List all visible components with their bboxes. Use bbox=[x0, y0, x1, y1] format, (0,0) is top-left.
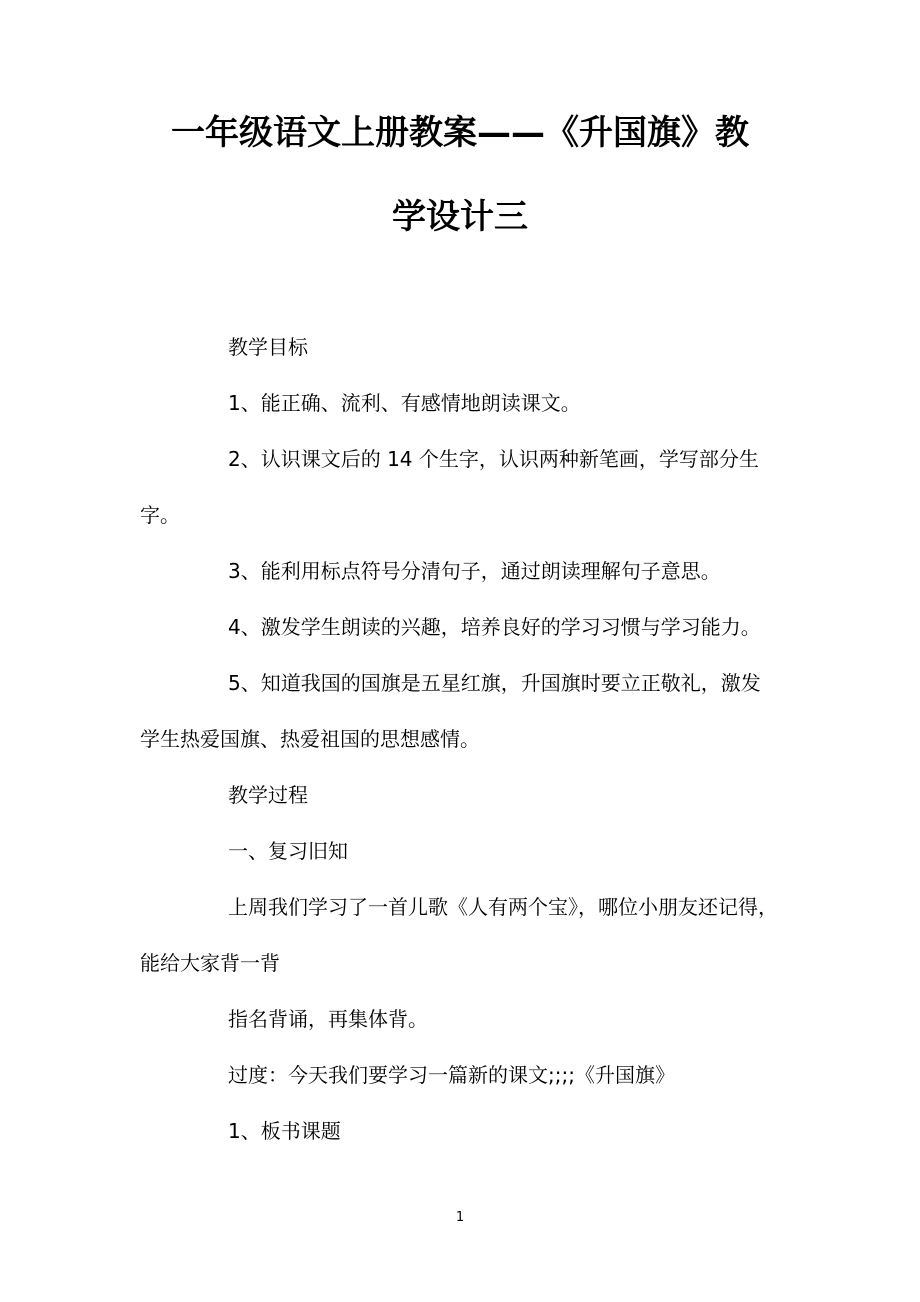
process-paragraph-recite: 指名背诵，再集体背。 bbox=[228, 1007, 428, 1031]
document-title-line-1: 一年级语文上册教案——《升国旗》教 bbox=[171, 113, 749, 153]
process-paragraph-transition: 过度：今天我们要学习一篇新的课文;;;;《升国旗》 bbox=[228, 1063, 675, 1087]
section-heading-objectives: 教学目标 bbox=[228, 335, 308, 359]
objective-item-2: 2、认识课文后的 14 个生字，认识两种新笔画，学写部分生字。 bbox=[140, 447, 759, 527]
process-paragraph-recall: 上周我们学习了一首儿歌《人有两个宝》，哪位小朋友还记得，能给大家背一背 bbox=[140, 895, 778, 975]
section-heading-process: 教学过程 bbox=[228, 783, 308, 807]
objective-item-1: 1、能正确、流利、有感情地朗读课文。 bbox=[228, 391, 581, 415]
page-number: 1 bbox=[455, 1210, 465, 1225]
process-step-review: 一、复习旧知 bbox=[228, 839, 348, 863]
objective-item-4: 4、激发学生朗读的兴趣，培养良好的学习习惯与学习能力。 bbox=[228, 615, 761, 639]
objective-item-3: 3、能利用标点符号分清句子，通过朗读理解句子意思。 bbox=[228, 559, 721, 583]
document-title-line-2: 学设计三 bbox=[392, 197, 528, 237]
objective-item-5: 5、知道我国的国旗是五星红旗，升国旗时要立正敬礼，激发学生热爱国旗、热爱祖国的思想感情。 bbox=[140, 671, 761, 751]
process-step-board-title: 1、板书课题 bbox=[228, 1119, 341, 1143]
